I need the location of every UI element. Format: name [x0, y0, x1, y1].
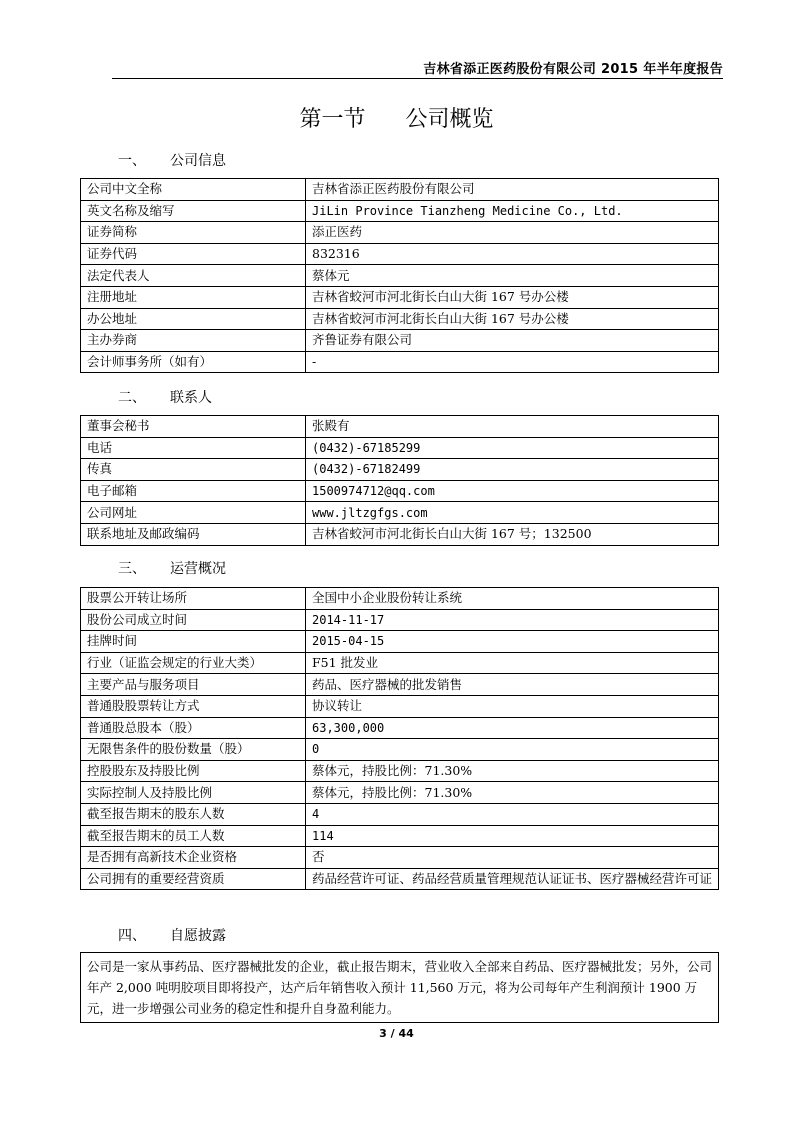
- table-row: [81, 330, 719, 352]
- contact-table: [80, 415, 719, 546]
- row-value: 吉林省蛟河市河北街长白山大街 167 号；132500: [306, 523, 719, 545]
- row-key: 公司中文全称: [81, 179, 306, 201]
- report-header-title: 吉林省添正医药股份有限公司 2015 年半年度报告: [423, 62, 723, 77]
- row-key: 证券代码: [81, 243, 306, 265]
- row-value: 114: [306, 825, 719, 847]
- row-key: 控股股东及持股比例: [81, 760, 306, 782]
- table-row: [81, 480, 719, 502]
- row-value: 药品经营许可证、药品经营质量管理规范认证证书、医疗器械经营许可证: [306, 868, 719, 890]
- section-title: [0, 102, 793, 133]
- row-value: 吉林省蛟河市河北街长白山大街 167 号办公楼: [306, 286, 719, 308]
- table-row: [81, 631, 719, 653]
- row-key: 办公地址: [81, 308, 306, 330]
- row-key: 是否拥有高新技术企业资格: [81, 847, 306, 869]
- row-key: 股份公司成立时间: [81, 609, 306, 631]
- row-key: 截至报告期末的股东人数: [81, 803, 306, 825]
- row-value: 全国中小企业股份转让系统: [306, 588, 719, 610]
- row-value: 药品、医疗器械的批发销售: [306, 674, 719, 696]
- row-key: 股票公开转让场所: [81, 588, 306, 610]
- table-row: [81, 760, 719, 782]
- subhead-contact: [118, 387, 212, 407]
- table-row: [81, 803, 719, 825]
- row-value: 吉林省蛟河市河北街长白山大街 167 号办公楼: [306, 308, 719, 330]
- row-value: (0432)-67185299: [306, 437, 719, 459]
- table-row: [81, 222, 719, 244]
- row-value: 蔡体元，持股比例：71.30%: [306, 760, 719, 782]
- row-key: 证券简称: [81, 222, 306, 244]
- row-value: 添正医药: [306, 222, 719, 244]
- operations-table: [80, 587, 719, 890]
- header-rule: [112, 78, 723, 79]
- subhead-number: 二、: [118, 390, 146, 406]
- subhead-title: 运营概况: [170, 561, 226, 577]
- row-key: 传真: [81, 459, 306, 481]
- row-value: (0432)-67182499: [306, 459, 719, 481]
- subhead-company-info: [118, 150, 226, 170]
- table-row: [81, 868, 719, 890]
- table-row: [81, 588, 719, 610]
- table-row: [81, 437, 719, 459]
- subhead-operations: [118, 558, 226, 578]
- table-row: [81, 523, 719, 545]
- table-row: [81, 674, 719, 696]
- table-row: [81, 847, 719, 869]
- row-value: 否: [306, 847, 719, 869]
- table-row: [81, 782, 719, 804]
- row-value: 协议转让: [306, 695, 719, 717]
- row-key: 董事会秘书: [81, 416, 306, 438]
- row-key: 注册地址: [81, 286, 306, 308]
- row-value: 832316: [306, 243, 719, 265]
- table-row: [81, 739, 719, 761]
- row-key: 挂牌时间: [81, 631, 306, 653]
- table-row: [81, 695, 719, 717]
- section-number: 第一节: [299, 107, 366, 132]
- row-key: 电话: [81, 437, 306, 459]
- table-row: [81, 286, 719, 308]
- subhead-title: 联系人: [170, 390, 212, 406]
- row-value: 2014-11-17: [306, 609, 719, 631]
- row-key: 行业（证监会规定的行业大类）: [81, 652, 306, 674]
- table-row: [81, 265, 719, 287]
- table-row: [81, 200, 719, 222]
- table-row: [81, 351, 719, 373]
- table-row: [81, 179, 719, 201]
- section-name: 公司概览: [405, 107, 494, 132]
- email-value: 1500974712@qq.com: [306, 480, 719, 502]
- row-key: 主办券商: [81, 330, 306, 352]
- row-value: 蔡体元，持股比例：71.30%: [306, 782, 719, 804]
- row-value: 2015-04-15: [306, 631, 719, 653]
- row-key: 英文名称及缩写: [81, 200, 306, 222]
- row-value: 张殿有: [306, 416, 719, 438]
- row-key: 电子邮箱: [81, 480, 306, 502]
- table-row: [81, 502, 719, 524]
- subhead-number: 三、: [118, 561, 146, 577]
- row-value: 吉林省添正医药股份有限公司: [306, 179, 719, 201]
- row-key: 会计师事务所（如有）: [81, 351, 306, 373]
- row-key: 主要产品与服务项目: [81, 674, 306, 696]
- table-row: [81, 717, 719, 739]
- table-row: [81, 609, 719, 631]
- subhead-title: 公司信息: [170, 153, 226, 169]
- table-row: [81, 825, 719, 847]
- disclosure-text: 公司是一家从事药品、医疗器械批发的企业，截止报告期末，营业收入全部来自药品、医疗器械批发；另外，公司年产 2,000 吨明胶项目即将投产，达产后年销售收入预计 11,560 万元，将为公司每年产生利润预计 1900 万元，进一步增强公司业务的稳定性和提升自身盈利能力。: [80, 952, 719, 1023]
- page-number: 3 / 44: [379, 1027, 414, 1040]
- row-key: 公司拥有的重要经营资质: [81, 868, 306, 890]
- company-info-table: [80, 178, 719, 373]
- table-row: [81, 652, 719, 674]
- row-key: 截至报告期末的员工人数: [81, 825, 306, 847]
- row-key: 法定代表人: [81, 265, 306, 287]
- row-key: 联系地址及邮政编码: [81, 523, 306, 545]
- subhead-number: 一、: [118, 153, 146, 169]
- subhead-number: 四、: [118, 928, 146, 944]
- table-row: [81, 459, 719, 481]
- subhead-title: 自愿披露: [170, 928, 226, 944]
- row-value: F51 批发业: [306, 652, 719, 674]
- row-key: 无限售条件的股份数量（股）: [81, 739, 306, 761]
- website-value: www.jltzgfgs.com: [306, 502, 719, 524]
- table-row: [81, 308, 719, 330]
- row-key: 普通股股票转让方式: [81, 695, 306, 717]
- row-value: 蔡体元: [306, 265, 719, 287]
- row-key: 实际控制人及持股比例: [81, 782, 306, 804]
- row-key: 公司网址: [81, 502, 306, 524]
- row-value: 0: [306, 739, 719, 761]
- row-key: 普通股总股本（股）: [81, 717, 306, 739]
- row-value: -: [306, 351, 719, 373]
- row-value: 齐鲁证券有限公司: [306, 330, 719, 352]
- row-value: 4: [306, 803, 719, 825]
- row-value: JiLin Province Tianzheng Medicine Co., Ltd.: [306, 200, 719, 222]
- subhead-disclosure: [118, 925, 226, 945]
- table-row: [81, 243, 719, 265]
- table-row: [81, 416, 719, 438]
- row-value: 63,300,000: [306, 717, 719, 739]
